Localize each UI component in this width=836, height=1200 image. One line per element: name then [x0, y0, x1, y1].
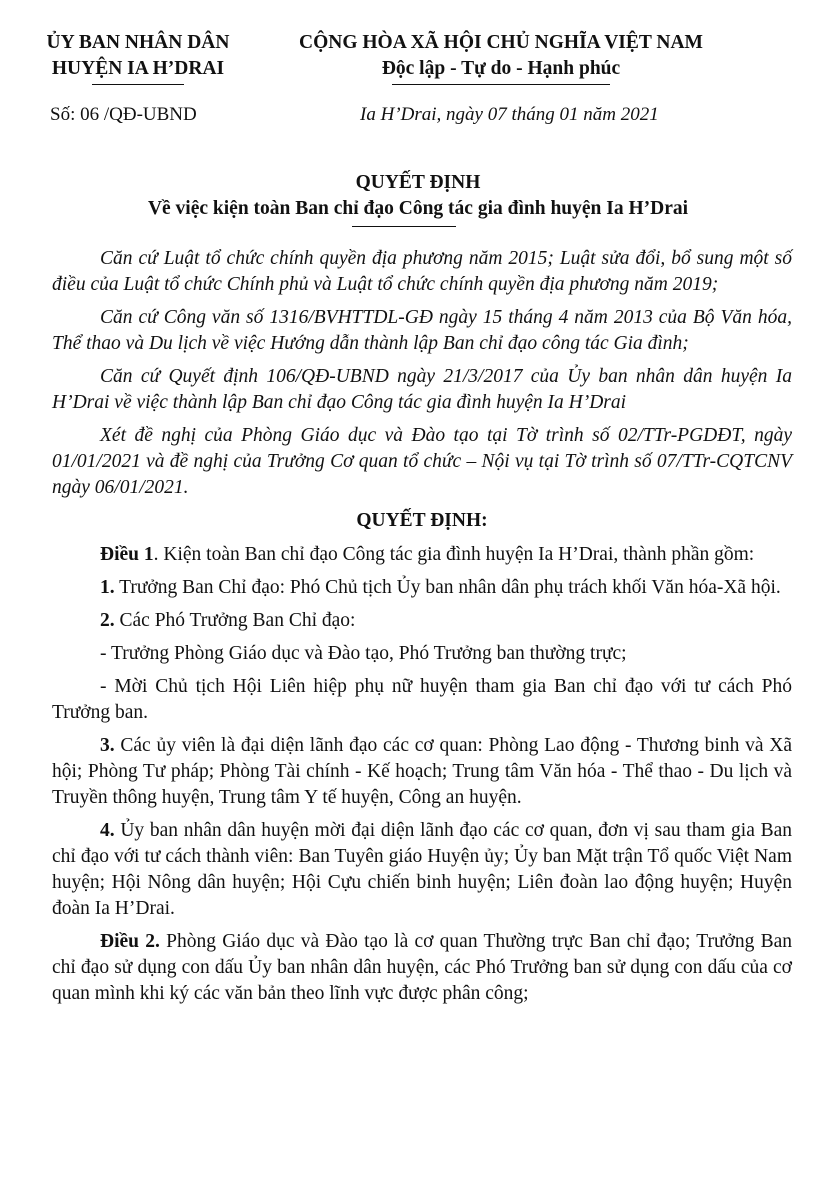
item-1-text: Trưởng Ban Chỉ đạo: Phó Chủ tịch Ủy ban nhân dân phụ trách khối Văn hóa-Xã hội.	[114, 577, 781, 598]
article-1-item-1	[52, 575, 792, 601]
item-2-sub-2: - Mời Chủ tịch Hội Liên hiệp phụ nữ huyện tham gia Ban chỉ đạo với tư cách Phó Trưởng ban.	[52, 676, 792, 723]
preamble-2: Căn cứ Công văn số 1316/BVHTTDL-GĐ ngày 15 tháng 4 năm 2013 của Bộ Văn hóa, Thể thao và Du lịch về việc Hướng dẫn thành lập Ban chỉ đạo công tác Gia đình;	[52, 307, 792, 354]
article-1-text: . Kiện toàn Ban chỉ đạo Công tác gia đình huyện Ia H’Drai, thành phần gồm:	[153, 544, 755, 565]
item-2-number: 2.	[100, 610, 115, 631]
item-1-number: 1.	[100, 577, 115, 598]
article-1	[52, 542, 792, 568]
decide-heading: QUYẾT ĐỊNH:	[356, 510, 488, 531]
agency-underline	[92, 84, 184, 85]
preamble-3: Căn cứ Quyết định 106/QĐ-UBND ngày 21/3/2017 của Ủy ban nhân dân huyện Ia H’Drai về việc thành lập Ban chỉ đạo Công tác gia đình huyện Ia H’Drai	[52, 366, 792, 413]
place-date: Ia H’Drai, ngày 07 tháng 01 năm 2021	[360, 104, 659, 125]
article-1-item-3	[52, 733, 792, 811]
agency-line-1: ỦY BAN NHÂN DÂN	[46, 32, 230, 53]
issuing-agency	[18, 30, 258, 82]
article-2-text: Phòng Giáo dục và Đào tạo là cơ quan Thường trực Ban chỉ đạo; Trưởng Ban chỉ đạo sử dụng con dấu Ủy ban nhân dân huyện, các Phó Trưởng ban sử dụng con dấu của cơ quan mình khi ký các văn bản theo lĩnh vực được phân công;	[52, 931, 793, 1004]
document-body	[52, 246, 792, 1014]
item-3-text: Các ủy viên là đại diện lãnh đạo các cơ quan: Phòng Lao động - Thương binh và Xã hội; Phòng Tư pháp; Phòng Tài chính - Kế hoạch; Trung tâm Văn hóa - Thể thao - Du lịch và Truyền thông huyện, Trung tâm Y tế huyện, Công an huyện.	[52, 735, 792, 808]
item-4-text: Ủy ban nhân dân huyện mời đại diện lãnh đạo các cơ quan, đơn vị sau tham gia Ban chỉ đạo với tư cách thành viên: Ban Tuyên giáo Huyện ủy; Ủy ban Mặt trận Tổ quốc Việt Nam huyện; Hội Nông dân huyện; Hội Cựu chiến binh huyện; Liên đoàn lao động huyện; Huyện đoàn Ia H’Drai.	[52, 820, 792, 919]
agency-line-2: HUYỆN IA H’DRAI	[51, 58, 225, 79]
article-1-item-2	[52, 608, 792, 634]
national-motto	[266, 30, 736, 82]
article-1-label: Điều 1	[100, 544, 154, 565]
preamble-1: Căn cứ Luật tổ chức chính quyền địa phương năm 2015; Luật sửa đổi, bổ sung một số điều của Luật tổ chức Chính phủ và Luật tổ chức chính quyền địa phương năm 2019;	[52, 248, 792, 295]
nation-line-1: CỘNG HÒA XÃ HỘI CHỦ NGHĨA VIỆT NAM	[299, 32, 703, 53]
item-4-number: 4.	[100, 820, 115, 841]
item-2-text: Các Phó Trưởng Ban Chỉ đạo:	[114, 610, 356, 631]
document-type: QUYẾT ĐỊNH	[355, 172, 481, 193]
item-3-number: 3.	[100, 735, 115, 756]
motto-underline	[392, 84, 610, 85]
article-1-item-4	[52, 818, 792, 922]
reference-number: Số: 06 /QĐ-UBND	[50, 104, 197, 125]
article-2-label: Điều 2.	[100, 931, 160, 952]
article-2	[52, 929, 792, 1007]
preamble-4: Xét đề nghị của Phòng Giáo dục và Đào tạo tại Tờ trình số 02/TTr-PGDĐT, ngày 01/01/2021 và đề nghị của Trưởng Cơ quan tổ chức – Nội vụ tại Tờ trình số 07/TTr-CQTCNV ngày 06/01/2021.	[52, 425, 792, 498]
subject-underline	[352, 226, 456, 227]
nation-line-2: Độc lập - Tự do - Hạnh phúc	[381, 58, 621, 79]
item-2-sub-1: - Trưởng Phòng Giáo dục và Đào tạo, Phó Trưởng ban thường trực;	[100, 643, 627, 664]
document-subject: Về việc kiện toàn Ban chỉ đạo Công tác gia đình huyện Ia H’Drai	[147, 198, 689, 219]
